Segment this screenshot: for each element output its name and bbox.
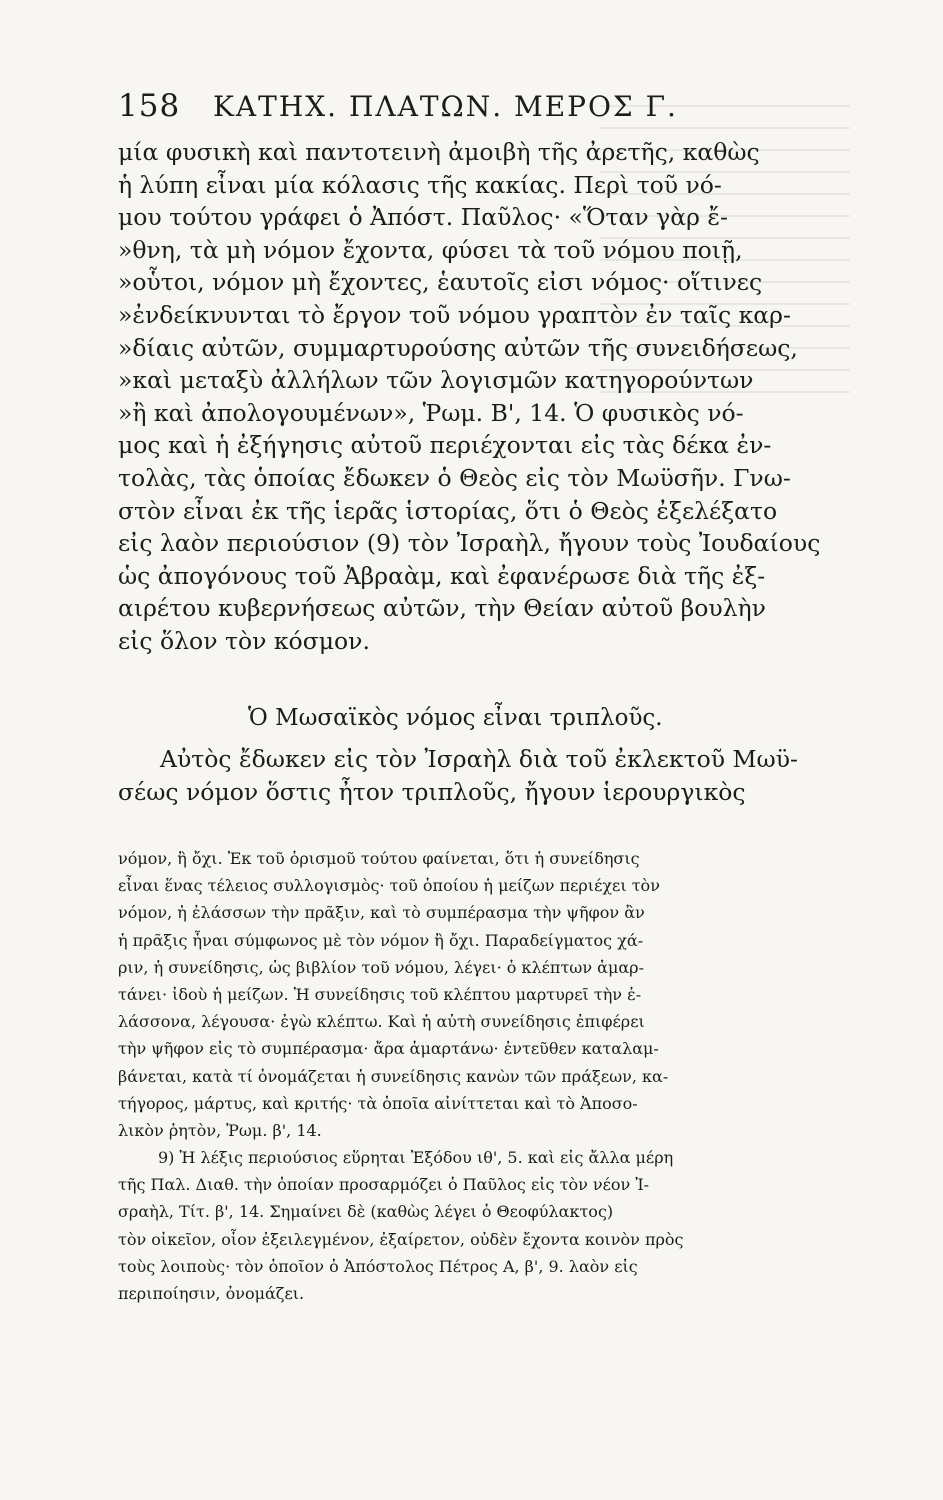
text-line: μος καὶ ἡ ἐξήγησις αὐτοῦ περιέχονται εἰς τὰς δέκα ἐν- <box>118 431 772 460</box>
text-line: »καὶ μεταξὺ ἀλλήλων τῶν λογισμῶν κατηγορούντων <box>118 366 754 395</box>
text-line: σέως νόμον ὅστις ἦτον τριπλοῦς, ἤγουν ἱερουργικὸς <box>118 777 746 806</box>
text-line: εἰς λαὸν περιούσιον (9) τὸν Ἰσραὴλ, ἤγουν τοὺς Ἰουδαίους <box>118 529 821 558</box>
footnote-line: περιποίησιν, ὀνομάζει. <box>118 1284 305 1303</box>
footnote-line: τὴν ψῆφον εἰς τὸ συμπέρασμα· ἄρα ἁμαρτάνω· ἐντεῦθεν καταλαμ- <box>118 1039 659 1059</box>
text-line: Αὐτὸς ἔδωκεν εἰς τὸν Ἰσραὴλ διὰ τοῦ ἐκλεκτοῦ Μωϋ- <box>160 745 798 773</box>
footnote-line: ριν, ἡ συνείδησις, ὡς βιβλίον τοῦ νόμου, λέγει· ὁ κλέπτων ἁμαρ- <box>118 957 644 977</box>
text-line: ὡς ἀπογόνους τοῦ Ἀβραὰμ, καὶ ἐφανέρωσε διὰ τῆς ἐξ- <box>118 561 766 590</box>
text-line: »δίαις αὐτῶν, συμμαρτυρούσης αὐτῶν τῆς συνειδήσεως, <box>118 333 798 362</box>
footnote-line: 9) Ἡ λέξις περιούσιος εὕρηται Ἐξόδου ιθ', 5. καὶ εἰς ἄλλα μέρη <box>158 1148 674 1168</box>
text-line: εἰς ὅλον τὸν κόσμον. <box>118 626 370 655</box>
text-line: »οὗτοι, νόμον μὴ ἔχοντες, ἑαυτοῖς εἰσι νόμος· οἵτινες <box>118 268 763 297</box>
text-line: αιρέτου κυβερνήσεως αὐτῶν, τὴν Θείαν αὐτοῦ βουλὴν <box>118 594 766 623</box>
running-head: ΚΑΤΗΧ. ΠΛΑΤΩΝ. ΜΕΡΟΣ Γ. <box>213 90 678 123</box>
footnote-line: τοὺς λοιποὺς· τὸν ὁποῖον ὁ Ἀπόστολος Πέτρος Α, β', 9. λαὸν εἰς <box>118 1256 638 1276</box>
footnote-line: λάσσονα, λέγουσα· ἐγὼ κλέπτω. Καὶ ἡ αὐτὴ συνείδησις ἐπιφέρει <box>118 1012 645 1032</box>
section-body <box>118 743 848 808</box>
text-line: »ἢ καὶ ἀπολογουμένων», Ῥωμ. Β', 14. Ὁ φυσικὸς νό- <box>118 398 744 427</box>
footnote-line: τὸν οἰκεῖον, οἷον ἐξειλεγμένον, ἐξαίρετον, οὐδὲν ἔχοντα κοινὸν πρὸς <box>118 1229 684 1249</box>
footnote-line: νόμον, ἡ ἐλάσσων τὴν πρᾶξιν, καὶ τὸ συμπέρασμα τὴν ψῆφον ἂν <box>118 903 645 923</box>
page-number: 158 <box>118 88 181 124</box>
footnote-line: νόμον, ἢ ὄχι. Ἐκ τοῦ ὁρισμοῦ τούτου φαίνεται, ὅτι ἡ συνείδησις <box>118 849 640 868</box>
text-line: μου τούτου γράφει ὁ Ἀπόστ. Παῦλος· «Ὅταν γὰρ ἔ- <box>118 203 728 232</box>
footnote-line: λικὸν ῥητὸν, Ῥωμ. β', 14. <box>118 1120 322 1140</box>
text-line: τολὰς, τὰς ὁποίας ἔδωκεν ὁ Θεὸς εἰς τὸν Μωϋσῆν. Γνω- <box>118 463 791 492</box>
text-line: μία φυσικὴ καὶ παντοτεινὴ ἀμοιβὴ τῆς ἀρετῆς, καθὼς <box>118 138 760 166</box>
footnote-line: εἶναι ἕνας τέλειος συλλογισμὸς· τοῦ ὁποίου ἡ μείζων περιέχει τὸν <box>118 876 660 896</box>
text-line: ἡ λύπη εἶναι μία κόλασις τῆς κακίας. Περὶ τοῦ νό- <box>118 170 722 199</box>
text-line: »θνη, τὰ μὴ νόμον ἔχοντα, φύσει τὰ τοῦ νόμου ποιῇ, <box>118 235 743 264</box>
footnote-line: τήγορος, μάρτυς, καὶ κριτής· τὰ ὁποῖα αἰνίττεται καὶ τὸ Ἀποσο- <box>118 1093 638 1113</box>
footnote-line: βάνεται, κατὰ τί ὀνομάζεται ἡ συνείδησις κανὼν τῶν πράξεων, κα- <box>118 1066 669 1086</box>
text-line: »ἐνδείκνυνται τὸ ἔργον τοῦ νόμου γραπτὸν ἐν ταῖς καρ- <box>118 300 791 329</box>
footnote-line: σραὴλ, Τίτ. β', 14. Σημαίνει δὲ (καθὼς λέγει ὁ Θεοφύλακτος) <box>118 1202 614 1222</box>
footnote-line: ἡ πρᾶξις ἦναι σύμφωνος μὲ τὸν νόμον ἢ ὄχι. Παραδείγματος χά- <box>118 930 644 950</box>
footnote-line: τῆς Παλ. Διαθ. τὴν ὁποίαν προσαρμόζει ὁ Παῦλος εἰς τὸν νέον Ἰ- <box>118 1175 650 1195</box>
text-line: στὸν εἶναι ἐκ τῆς ἱερᾶς ἱστορίας, ὅτι ὁ Θεὸς ἐξελέξατο <box>118 496 778 525</box>
page-header <box>118 88 698 132</box>
section-heading: Ὁ Μωσαϊκὸς νόμος εἶναι τριπλοῦς. <box>248 705 663 731</box>
footnote-line: τάνει· ἰδοὺ ἡ μείζων. Ἡ συνείδησις τοῦ κλέπτου μαρτυρεῖ τὴν ἐ- <box>118 984 642 1004</box>
main-text <box>118 136 838 658</box>
footnotes <box>118 845 848 1307</box>
